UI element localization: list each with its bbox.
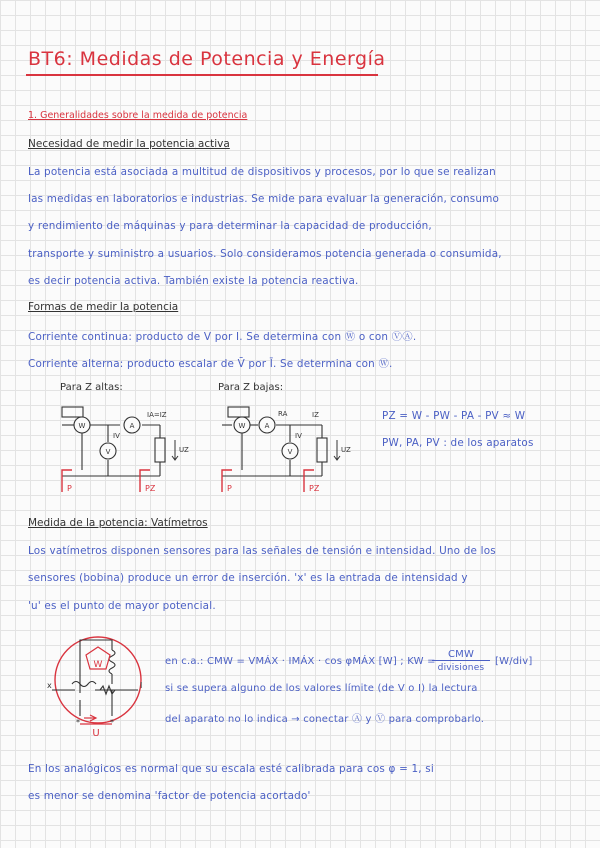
wattmeter-i-label: I: [140, 681, 143, 690]
wattmeter-u-label: U: [92, 728, 100, 739]
section-heading-generalidades: 1. Generalidades sobre la medida de potencia: [28, 110, 248, 121]
v-label-right: V: [287, 448, 293, 456]
para1-line-5: es decir potencia activa. También existe la potencia reactiva.: [28, 275, 359, 287]
svg-text:*: *: [110, 718, 114, 727]
uz-label-right: UZ: [341, 446, 351, 454]
para3-line-2: es menor se denomina 'factor de potencia acortado': [28, 790, 311, 802]
current-coil-icon: [72, 682, 96, 687]
wm-constant-line: en c.a.: CMW = VMÁX · IMÁX · cos φMÁX [W] ; KW =: [165, 656, 436, 667]
a-label-right: A: [264, 422, 270, 430]
p-label-right: P: [227, 484, 232, 493]
iv-label-right: IV: [295, 432, 302, 440]
wattmeter-outline: [55, 637, 141, 723]
svg-text:*: *: [76, 718, 80, 727]
page-title: BT6: Medidas de Potencia y Energía: [28, 48, 386, 70]
para3-line-1: En los analógicos es normal que su escala esté calibrada para cos φ = 1, si: [28, 763, 434, 775]
para1-line-3: y rendimiento de máquinas y para determinar la capacidad de producción,: [28, 220, 432, 232]
wm-line-2: si se supera alguno de los valores límite (de V o I) la lectura: [165, 683, 478, 694]
w-label-left: W: [78, 422, 86, 430]
formas-alterna: Corriente alterna: producto escalar de V̄ por Ī. Se determina con Ⓦ.: [28, 358, 393, 370]
wm-unit: [W/div]: [495, 656, 533, 667]
w-label-right: W: [238, 422, 246, 430]
ra-label: RA: [278, 410, 288, 418]
caption-z-bajas: Para Z bajas:: [218, 382, 284, 393]
ia-label: IA=IZ: [147, 411, 167, 419]
para1-line-4: transporte y suministro a usuarios. Solo consideramos potencia generada o consumida,: [28, 248, 502, 260]
equation-aparatos: PW, PA, PV : de los aparatos: [382, 437, 534, 449]
para2-line-3: 'u' es el punto de mayor potencial.: [28, 600, 216, 612]
heading-necesidad: Necesidad de medir la potencia activa: [28, 138, 230, 150]
wattmeter-w-label: W: [93, 660, 103, 670]
wm-line-3: del aparato no lo indica → conectar Ⓐ y Ⓥ para comprobarlo.: [165, 714, 485, 725]
voltage-coil-icon: [109, 650, 115, 674]
heading-formas: Formas de medir la potencia: [28, 301, 179, 313]
uz-label-left: UZ: [179, 446, 189, 454]
caption-z-altas: Para Z altas:: [60, 382, 123, 393]
formas-continua: Corriente continua: producto de V por I. Se determina con Ⓦ o con ⓋⒶ.: [28, 331, 417, 343]
p-label-left: P: [67, 484, 72, 493]
a-label-left: A: [129, 422, 135, 430]
iz-label: IZ: [312, 411, 319, 419]
iv-label-left: IV: [113, 432, 120, 440]
para1-line-2: las medidas en laboratorios e industrias. Se mide para evaluar la generación, consumo: [28, 193, 500, 205]
v-label-left: V: [105, 448, 111, 456]
equation-pz: PZ = W - PW - PA - PV ≈ W: [382, 410, 526, 422]
wm-frac-den: divisiones: [437, 663, 485, 673]
wm-frac-num: CMW: [432, 649, 490, 661]
heading-vatimetros: Medida de la potencia: Vatímetros: [28, 517, 208, 529]
para1-line-1: La potencia está asociada a multitud de dispositivos y procesos, por lo que se realizan: [28, 166, 496, 178]
pz-label-right: PZ: [309, 484, 320, 493]
para2-line-1: Los vatímetros disponen sensores para las señales de tensión e intensidad. Uno de los: [28, 545, 496, 557]
para2-line-2: sensores (bobina) produce un error de inserción. 'x' es la entrada de intensidad y: [28, 572, 468, 584]
pz-label-left: PZ: [145, 484, 156, 493]
wattmeter-x-label: x: [47, 681, 52, 690]
